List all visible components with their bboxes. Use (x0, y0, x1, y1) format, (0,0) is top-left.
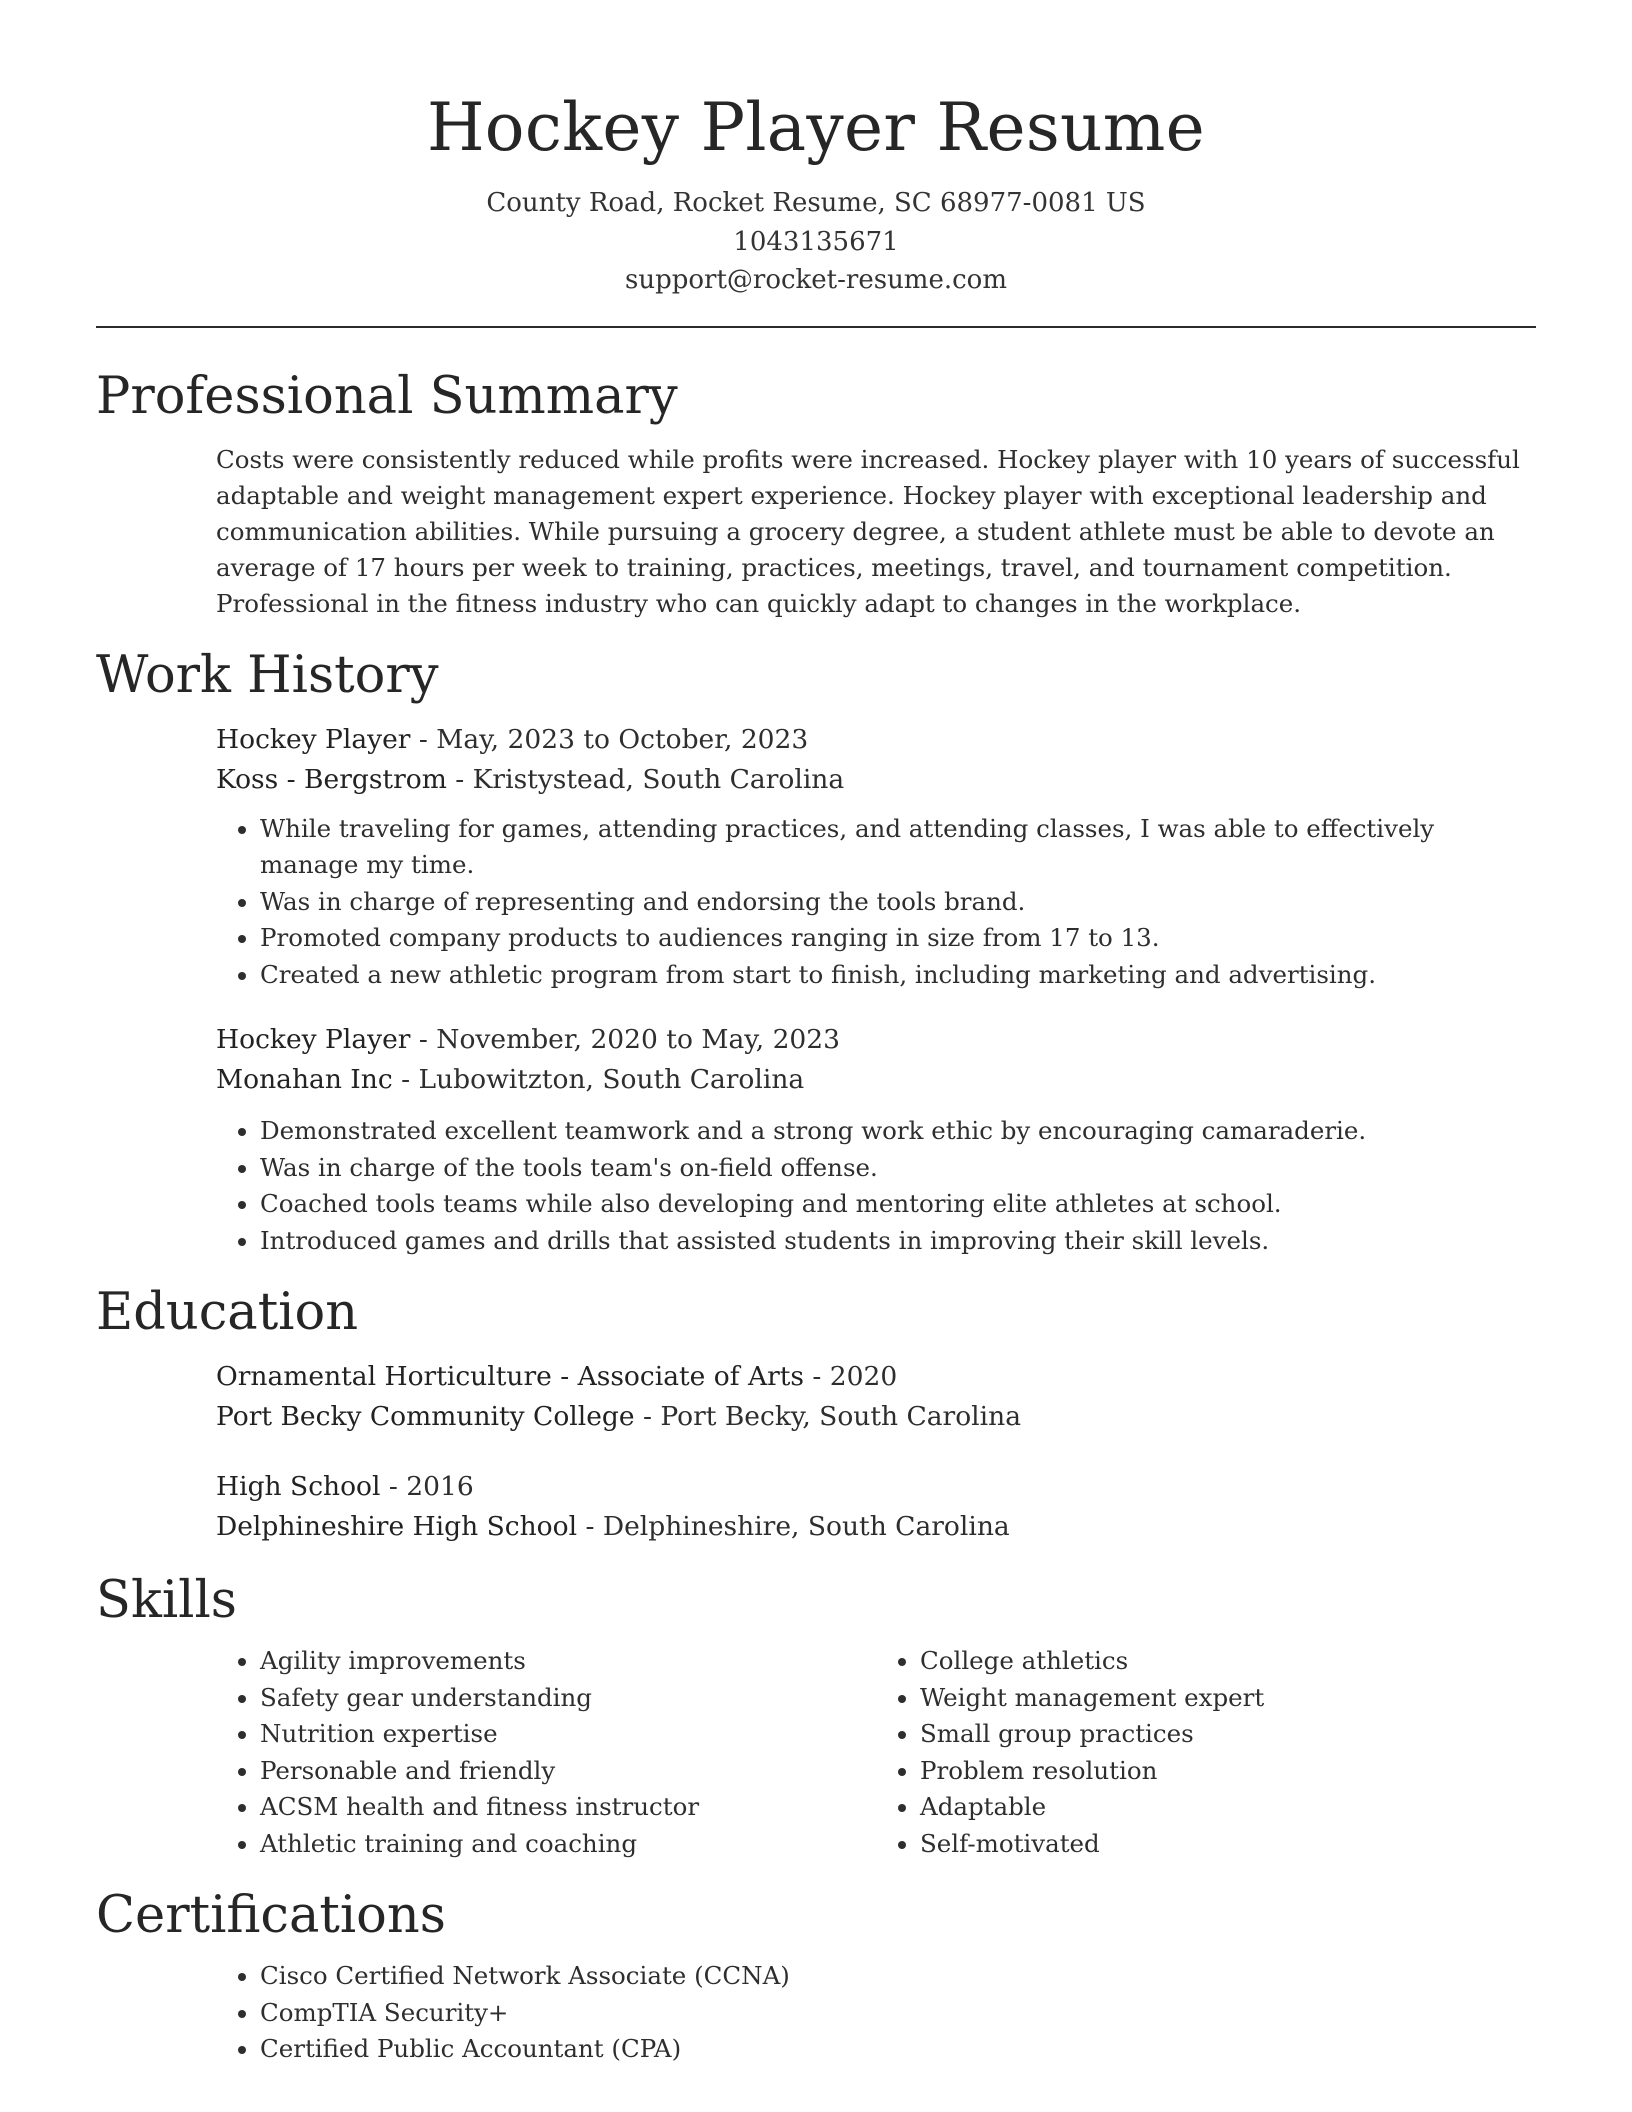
list-item: • Safety gear understanding (260, 1680, 876, 1717)
list-item: • Small group practices (920, 1716, 1536, 1753)
job-title-line (216, 1020, 1536, 1060)
resume-page (96, 0, 1536, 2068)
skills-list-left (216, 1643, 876, 1862)
certifications-section (96, 1884, 1536, 2068)
header-divider (96, 326, 1536, 328)
skills-section (96, 1569, 1536, 1862)
job-entry (216, 1020, 1536, 1259)
job-dates: - May, 2023 to October, 2023 (410, 723, 809, 755)
degree: High School (216, 1471, 381, 1502)
list-item: • Demonstrated excellent teamwork and a strong work ethic by encouraging camaraderie. (260, 1113, 1536, 1150)
graduation-year: - 2020 (804, 1361, 898, 1392)
school-location: - Delphineshire, South Carolina (577, 1511, 1010, 1542)
degree-line (216, 1467, 1536, 1507)
list-item: • Created a new athletic program from start to finish, including marketing and advertising. (260, 957, 1536, 994)
contact-info (96, 184, 1536, 300)
list-item: • Nutrition expertise (260, 1716, 876, 1753)
school-location: - Port Becky, South Carolina (634, 1401, 1021, 1432)
list-item: • Agility improvements (260, 1643, 876, 1680)
address: County Road, Rocket Resume, SC 68977-0081 US (486, 188, 1146, 218)
job-location: - Kristystead, South Carolina (446, 763, 845, 795)
education-entry (216, 1357, 1536, 1437)
phone: 1043135671 (733, 226, 899, 257)
work-history-heading: Work History (96, 645, 439, 705)
list-item: • Certified Public Accountant (CPA) (260, 2031, 1536, 2068)
graduation-year: - 2016 (380, 1471, 474, 1502)
skills-heading: Skills (96, 1571, 237, 1630)
education-heading: Education (96, 1283, 359, 1342)
email: support@rocket-resume.com (624, 265, 1007, 295)
summary-heading: Professional Summary (96, 366, 678, 426)
list-item: • ACSM health and fitness instructor (260, 1789, 876, 1826)
list-item: • Personable and friendly (260, 1753, 876, 1790)
list-item: • Athletic training and coaching (260, 1826, 876, 1863)
list-item: • Promoted company products to audiences ranging in size from 17 to 13. (260, 920, 1536, 957)
job-dates: - November, 2020 to May, 2023 (410, 1024, 841, 1055)
summary-section (96, 365, 1536, 622)
list-item: • Self-motivated (920, 1826, 1536, 1863)
degree: Ornamental Horticulture - Associate of Arts (216, 1361, 804, 1392)
summary-text: Costs were consistently reduced while profits were increased. Hockey player with 10 years of successful adaptable and weight management expert experience. Hockey player with exceptional leadership and communication abilities. While pursuing a grocery degree, a student athlete must be able to devote an average of 17 hours per week to training, practices, meetings, travel, and tournament competition. Professional in the fitness industry who can quickly adapt to changes in the workplace. (216, 444, 1520, 618)
skills-list-right (876, 1643, 1536, 1862)
work-history-section (96, 644, 1536, 1260)
list-item: • Adaptable (920, 1789, 1536, 1826)
job-company-line (216, 1060, 1536, 1100)
school-line (216, 1507, 1536, 1547)
list-item: • Was in charge of the tools team's on-field offense. (260, 1150, 1536, 1187)
job-role: Hockey Player (216, 723, 411, 755)
list-item: • Coached tools teams while also developing and mentoring elite athletes at school. (260, 1186, 1536, 1223)
list-item: • Problem resolution (920, 1753, 1536, 1790)
degree-line (216, 1357, 1536, 1397)
skills-columns (216, 1643, 1536, 1862)
list-item: • CompTIA Security+ (260, 1995, 1536, 2032)
school-line (216, 1397, 1536, 1437)
job-entry (216, 720, 1536, 994)
job-bullets (216, 1113, 1536, 1259)
list-item: • Introduced games and drills that assisted students in improving their skill levels. (260, 1223, 1536, 1260)
job-company-line (216, 760, 1536, 800)
list-item: • Was in charge of representing and endorsing the tools brand. (260, 884, 1536, 921)
resume-title: Hockey Player Resume (426, 89, 1206, 166)
list-item: • College athletics (920, 1643, 1536, 1680)
school-name: Port Becky Community College (216, 1401, 635, 1432)
job-location: - Lubowitzton, South Carolina (392, 1064, 805, 1095)
school-name: Delphineshire High School (216, 1511, 578, 1542)
certifications-heading: Certifications (96, 1886, 446, 1945)
list-item: • Cisco Certified Network Associate (CCNA) (260, 1958, 1536, 1995)
education-entry (216, 1467, 1536, 1547)
certifications-list (216, 1958, 1536, 2068)
job-role: Hockey Player (216, 1024, 411, 1055)
list-item: • While traveling for games, attending practices, and attending classes, I was able to effectively manage my time. (260, 811, 1536, 884)
job-bullets (216, 811, 1536, 994)
job-company: Koss - Bergstrom (216, 763, 447, 795)
education-section (96, 1281, 1536, 1547)
resume-header (96, 0, 1536, 300)
list-item: • Weight management expert (920, 1680, 1536, 1717)
job-title-line (216, 720, 1536, 760)
job-company: Monahan Inc (216, 1064, 393, 1095)
